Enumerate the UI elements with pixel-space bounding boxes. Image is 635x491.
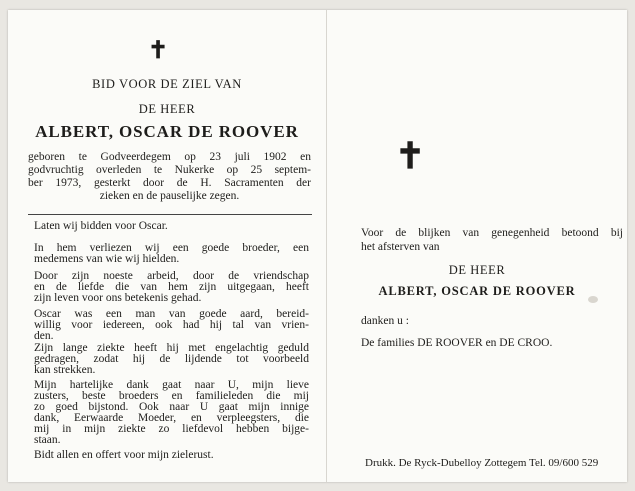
- text-line: dank, Eerwaarde Moeder, en verpleegsters, die: [34, 412, 309, 424]
- text-line: Zijn lange ziekte heeft hij met engelachtig geduld: [34, 342, 309, 354]
- printer-line: Drukk. De Ryck-Dubelloy Zottegem Tel. 09/600 529: [365, 457, 599, 469]
- text-line: zieken en de pauselijke zegen.: [99, 190, 240, 202]
- text-line: medemens van wie wij hielden.: [34, 253, 180, 265]
- paragraph: [34, 309, 309, 342]
- title-heading: DE HEER: [138, 102, 196, 116]
- text-line: godvruchtig overleden te Nukerke op 25 septem-: [28, 164, 311, 176]
- paper-stain: [588, 296, 598, 303]
- paragraph: [34, 221, 309, 232]
- text-line: Door zijn noeste arbeid, door de vriendschap: [34, 270, 309, 282]
- paragraph: [34, 343, 309, 376]
- text-line: mij in mijn ziekte zo liefdevol hebben bijge-: [34, 423, 309, 435]
- text-line: den.: [34, 330, 54, 342]
- deceased-name: ALBERT, OSCAR DE ROOVER: [35, 122, 299, 141]
- text-line: en de liefde die van hem zijn uitgegaan, heeft: [34, 281, 309, 293]
- text-line: kan strekken.: [34, 364, 96, 376]
- paragraph: [34, 271, 309, 304]
- text-line: Voor de blijken van genegenheid betoond bij: [361, 227, 623, 239]
- paragraph: [34, 450, 309, 461]
- title-heading: DE HEER: [448, 263, 506, 277]
- memorial-card: [8, 10, 627, 482]
- text-line: ber 1973, gesterkt door de H. Sacramenten der: [28, 177, 311, 189]
- text-line: het afsterven van: [361, 241, 440, 253]
- text-line: zusters, beste broeders en familieleden die mij: [34, 390, 309, 402]
- cross-icon: ✝: [395, 136, 426, 176]
- thanks-line: danken u :: [361, 315, 409, 327]
- text-line: Bidt allen en offert voor mijn zielerust.: [34, 449, 214, 461]
- right-panel: [327, 10, 627, 482]
- text-line: In hem verliezen wij een goede broeder, een: [34, 242, 309, 254]
- cross-icon: ✝: [148, 38, 169, 64]
- deceased-name: ALBERT, OSCAR DE ROOVER: [378, 284, 576, 298]
- thanks-text: [361, 226, 623, 254]
- text-line: geboren te Godveerdegem op 23 juli 1902 en: [28, 151, 311, 163]
- text-line: Mijn hartelijke dank gaat naar U, mijn lieve: [34, 379, 309, 391]
- text-line: gedragen, zodat hij de lijdende tot voorbeeld: [34, 353, 309, 365]
- text-line: Oscar was een man van goede aard, bereid-: [34, 308, 309, 320]
- left-panel: [8, 10, 326, 482]
- text-line: staan.: [34, 434, 61, 446]
- text-line: Laten wij bidden voor Oscar.: [34, 220, 168, 232]
- text-line: zo goed bijstond. Ook naar U gaat mijn innige: [34, 401, 309, 413]
- text-line: willig voor iedereen, ook had hij tal van vrien-: [34, 319, 309, 331]
- divider: [28, 214, 312, 215]
- prayer-heading: BID VOOR DE ZIEL VAN: [92, 77, 242, 91]
- paragraph: [34, 380, 309, 446]
- birth-death-text: [28, 151, 311, 203]
- families-line: De families DE ROOVER en DE CROO.: [361, 337, 553, 349]
- paragraph: [34, 243, 309, 265]
- text-line: zijn leven voor ons betekenis gehad.: [34, 292, 202, 304]
